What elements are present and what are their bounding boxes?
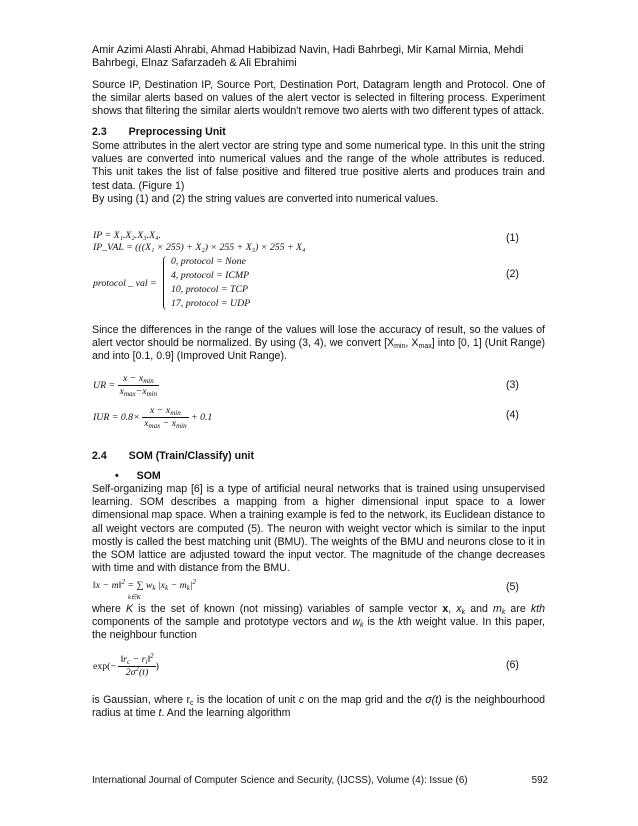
section-2-4-paragraph-1: Self-organizing map [6] is a type of artificial neural networks that is trained using unsupervised learning. SOM describes a mapping from a higher dimensional input space to a lower dimensional map space. When a training example is fed to the network, its Euclidean distance to all weight vectors are computed (5). The neuron with weight vector which is similar to the input mostly is called the best matching unit (BMU). The weights of the BMU and neurons close to it in the SOM lattice are adjusted toward the input vector. The magnitude of the change decreases with time and with distance from the BMU. xyxy=(92,483,545,575)
eq4-den-sub-2: min xyxy=(176,422,187,430)
p3-f: . And the learning algorithm xyxy=(161,707,291,720)
equation-4-number: (4) xyxy=(506,409,519,421)
section-2-3-paragraph-3 xyxy=(92,324,545,364)
eq5-rhs-3: | xyxy=(189,580,193,591)
bullet-label: SOM xyxy=(136,470,161,482)
p2-h: th weight value. In this paper, the neighbour function xyxy=(92,616,545,642)
section-number: 2.4 xyxy=(92,450,107,462)
page-footer xyxy=(92,775,548,786)
p3-unit: c xyxy=(298,694,305,706)
equation-6-number: (6) xyxy=(506,659,519,671)
p3-d: on the map grid and the xyxy=(304,694,426,706)
eq6-num-i: i xyxy=(145,658,148,666)
sub-min: min xyxy=(394,343,406,351)
equation-2-case-1: 0, protocol = None xyxy=(171,256,246,267)
p2-wk: w xyxy=(352,616,361,629)
eq5-mid: = ∑ w xyxy=(127,580,153,591)
equation-5-sum-index: k∈K xyxy=(128,594,141,601)
eq3-denominator: x xyxy=(119,386,124,397)
equation-6 xyxy=(93,654,159,679)
equation-5 xyxy=(93,580,196,592)
eq4-fraction xyxy=(142,405,188,430)
eq4-tail: + 0.1 xyxy=(191,411,213,423)
p2-b: is the set of known (not missing) variables of sample vector xyxy=(133,603,443,615)
eq5-sq-2: 2 xyxy=(192,578,197,586)
running-header-authors: Amir Azimi Alasti Ahrabi, Ahmad Habibizad Navin, Hadi Bahrbegi, Mir Kamal Mirnia, Mehdi Bahrbegi, Elnaz Safarzadeh & Ali Ebrahimi xyxy=(92,44,524,70)
footer-page-number: 592 xyxy=(531,775,548,786)
eq4-lhs: IUR = 0.8× xyxy=(93,411,140,423)
p2-g: is the xyxy=(363,616,398,629)
p2-wk-sub: k xyxy=(360,622,364,630)
eq4-numerator: x − x xyxy=(150,405,171,416)
equation-3-number: (3) xyxy=(506,379,519,391)
p2-xk-sub: k xyxy=(461,609,466,616)
paragraph-intro: Source IP, Destination IP, Source Port, Destination Port, Datagram length and Protocol. One of the similar alerts based on values of the alert vector is selected in filtering process. Experiment shows that filtering the similar alerts wouldn't remove two alerts with two different types of attack. xyxy=(92,79,545,118)
section-2-3-paragraph-2: By using (1) and (2) the string values are converted into numerical values. xyxy=(92,193,439,205)
p3-c-sub: c xyxy=(190,700,194,707)
eq6-den-2: (t) xyxy=(139,667,149,678)
eq6-close: ) xyxy=(155,660,159,672)
bullet-dot-icon: • xyxy=(115,470,119,482)
p3-a: is Gaussian, where r xyxy=(92,694,190,706)
p3-e: is the neighbourhood radius at time xyxy=(92,694,546,720)
eq3-fraction xyxy=(118,373,160,398)
equation-2-brace xyxy=(163,256,169,310)
eq6-lhs: exp(− xyxy=(93,660,116,672)
eq5-mk-sub: k xyxy=(186,584,190,592)
sub-max: max xyxy=(418,343,432,351)
p2-x: x xyxy=(442,603,449,615)
p3-t: t xyxy=(158,707,162,720)
section-2-3-paragraph-1: Some attributes in the alert vector are string type and some numerical type. In this unit the string values are converted into numerical values and the range of the whole attributes is reduced. This unit takes the list of false positive and filtered true positive alerts and produces train and test data. (Figure 1) xyxy=(92,140,545,192)
eq3-lhs: UR = xyxy=(93,379,116,391)
p2-k: k xyxy=(397,616,403,629)
section-title: Preprocessing Unit xyxy=(128,126,226,138)
eq4-denominator-2: − x xyxy=(162,418,177,429)
equation-3 xyxy=(93,373,159,398)
eq5-sq: 2 xyxy=(121,578,125,586)
eq3-den-sub-2: min xyxy=(146,390,158,398)
eq6-num-2: − r xyxy=(130,654,146,665)
p2-K: K xyxy=(125,603,134,615)
p3-sigma: σ(t) xyxy=(425,694,442,706)
equation-2-number: (2) xyxy=(506,268,519,280)
eq3-den-sub: max xyxy=(123,390,136,398)
eq5-rhs: |x xyxy=(157,580,166,591)
p2-a: where xyxy=(92,603,126,615)
equation-2-case-4: 17, protocol = UDP xyxy=(171,298,251,309)
eq5-lhs: ‖x − m‖ xyxy=(93,580,122,591)
p2-xk: x xyxy=(456,603,462,615)
eq5-rhs-2: − m xyxy=(170,580,187,591)
eq6-num-sq: 2 xyxy=(150,652,154,660)
para3-text-b: , X xyxy=(405,337,419,350)
section-2-4-paragraph-2 xyxy=(92,603,545,643)
eq3-numerator: x − x xyxy=(122,373,144,384)
footer-journal: International Journal of Computer Science and Security, (IJCSS), Volume (4): Issue (6) xyxy=(92,775,468,786)
p2-kth: kth xyxy=(530,603,545,615)
p2-mk: m xyxy=(492,603,502,615)
section-2-4-heading xyxy=(92,450,545,463)
equation-5-number: (5) xyxy=(506,581,519,593)
p2-e: are xyxy=(505,603,531,615)
section-2-4-paragraph-3 xyxy=(92,694,545,720)
eq4-den-sub: max xyxy=(148,422,161,430)
p2-d: and xyxy=(465,603,493,615)
eq5-wk-sub: k xyxy=(152,584,156,592)
equation-4 xyxy=(93,405,212,430)
eq6-den-sq: 2 xyxy=(135,665,139,673)
eq4-num-sub: min xyxy=(170,409,181,417)
p2-mk-sub: k xyxy=(501,609,506,616)
equation-2-case-3: 10, protocol = TCP xyxy=(171,284,249,295)
equation-2-case-2: 4, protocol = ICMP xyxy=(171,270,250,281)
equation-1-line-1: IP = X₁.X₂.X₃.X₄. xyxy=(93,230,161,241)
eq6-num-c: c xyxy=(126,658,131,666)
eq6-fraction xyxy=(118,654,155,679)
bullet-som xyxy=(115,470,161,482)
section-title: SOM (Train/Classify) unit xyxy=(128,450,255,462)
p2-c: , xyxy=(448,603,457,615)
section-2-3-heading xyxy=(92,126,545,139)
eq6-num-3: ‖ xyxy=(147,654,151,665)
section-number: 2.3 xyxy=(92,126,107,138)
para3-text-c: ] into [0, 1] (Unit Range) and into [0.1, 0.9] (Improved Unit Range). xyxy=(92,337,545,363)
p2-f: components of the sample and prototype vectors and xyxy=(92,616,353,629)
eq4-denominator: x xyxy=(144,418,149,429)
eq3-denominator-2: −x xyxy=(135,386,147,397)
para3-text: Since the differences in the range of the values will lose the accuracy of result, so the values of alert vector should be normalized. By using (3, 4), we convert [X xyxy=(92,324,545,350)
eq6-den: 2σ xyxy=(125,667,136,678)
equation-2-lhs: protocol _ val = xyxy=(93,278,157,289)
p3-b: is the location of unit xyxy=(193,694,299,706)
eq5-xk-sub: k xyxy=(165,584,169,592)
eq6-num: ‖r xyxy=(120,654,127,665)
equation-1-number: (1) xyxy=(506,232,519,244)
eq3-num-sub: min xyxy=(143,377,154,385)
equation-1-line-2: IP_VAL = (((X₁ × 255) + X₂) × 255 + X₃) × 255 + X₄ xyxy=(93,242,306,253)
